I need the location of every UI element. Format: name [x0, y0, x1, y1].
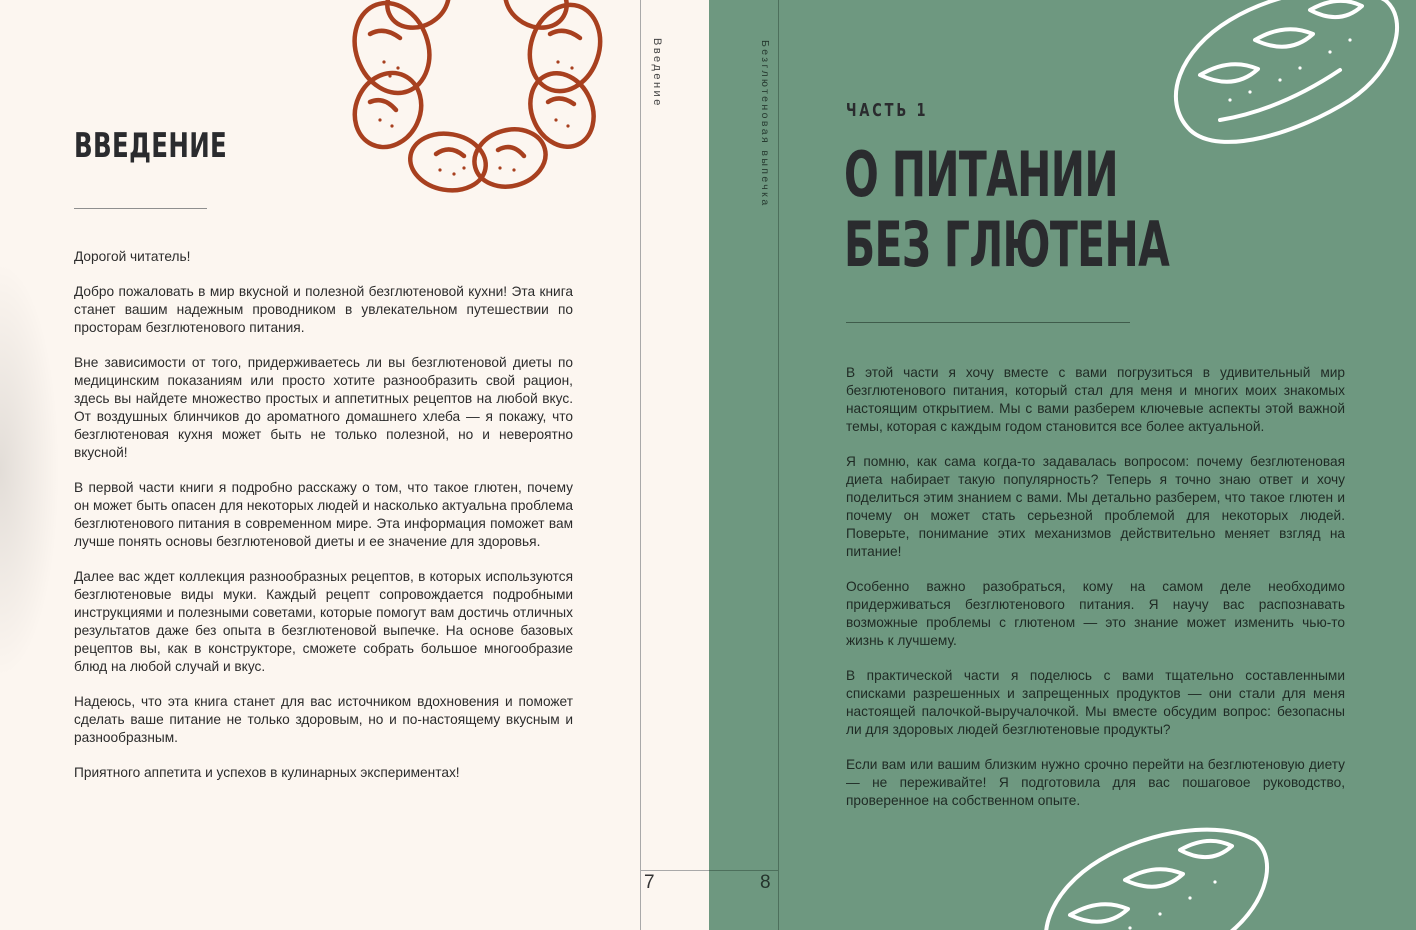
running-head-left: Введение: [651, 38, 663, 108]
intro-body: [74, 248, 573, 799]
intro-paragraph: Добро пожаловать в мир вкусной и полезной безглютеновой кухни! Эта книга станет вашим надежным проводником в увлекательном путешествии по просторам безглютенового питания.: [74, 284, 573, 335]
bread-loaf-icon: [1030, 820, 1280, 930]
part-title-line: О ПИТАНИИ: [844, 138, 1118, 211]
intro-paragraph: Надеюсь, что эта книга станет для вас источником вдохновения и поможет сделать ваше питание не только здоровым, но и по-настоящему вкусным и разнообразным.: [74, 694, 573, 745]
intro-title: ВВЕДЕНИЕ: [74, 126, 228, 166]
intro-paragraph: В первой части книги я подробно расскажу о том, что такое глютен, почему он может быть опасен для некоторых людей и насколько актуальна проблема безглютенового питания в современном мире. Эта информация поможет вам лучше понять основы безглютеновой диеты и ее значение для здоровья.: [74, 480, 573, 549]
part-body: [846, 364, 1345, 827]
braided-bread-wreath-icon: [340, 0, 610, 200]
part-paragraph: Я помню, как сама когда-то задавалась вопросом: почему безглютеновая диета набирает такую популярность? Теперь я точно знаю ответ и хочу поделиться этим знанием с вами. Мы детально разберем, что такое глютен и почему он может стать серьезной проблемой для некоторых людей. Поверьте, понимание этих механизмов действительно меняет взгляд на питание!: [846, 454, 1345, 559]
left-folio-rule: [640, 870, 709, 871]
page-curl-shadow: [0, 260, 60, 680]
page-number-right: 8: [760, 872, 771, 893]
right-folio-rule: [709, 870, 778, 871]
page-number-left: 7: [644, 872, 655, 893]
part-title-line: БЕЗ ГЛЮТЕНА: [844, 208, 1170, 281]
running-head-right: Безглютеновая выпечка: [759, 40, 771, 208]
part-paragraph: Особенно важно разобраться, кому на самом деле необходимо придерживаться безглютенового питания. Я научу вас распознавать возможные проблемы с глютеном — это знание может изменить чью-то жизнь к лучшему.: [846, 579, 1345, 648]
intro-paragraph: Дорогой читатель!: [74, 249, 191, 264]
title-divider: [74, 208, 207, 209]
part-paragraph: Если вам или вашим близким нужно срочно перейти на безглютеновую диету — не переживайте! Я подготовила для вас пошаговое руководство, проверенное на собственном опыте.: [846, 757, 1345, 808]
part-title-divider: [846, 322, 1130, 323]
part-paragraph: В этой части я хочу вместе с вами погрузиться в удивительный мир безглютенового питания, который стал для меня и многих моих знакомых настоящим открытием. Мы с вами разберем ключевые аспекты этой важной темы, которая с каждым годом становится все более актуальной.: [846, 365, 1345, 434]
part-paragraph: В практической части я поделюсь с вами тщательно составленными списками разрешенных и запрещенных продуктов — они стали для меня настоящей палочкой-выручалочкой. Мы вместе обсудим вопрос: безопасны ли для здоровых людей безглютеновые продукты?: [846, 668, 1345, 737]
right-margin-rule: [778, 0, 779, 930]
bread-loaf-icon: [1160, 0, 1410, 150]
intro-paragraph: Приятного аппетита и успехов в кулинарных экспериментах!: [74, 765, 460, 780]
left-margin-rule: [640, 0, 641, 930]
part-title: [844, 140, 1169, 280]
intro-paragraph: Далее вас ждет коллекция разнообразных рецептов, в которых используются безглютеновые виды муки. Каждый рецепт сопровождается подробными инструкциями и полезными советами, которые помогут вам достичь отличных результатов даже без опыта в безглютеновой выпечке. На основе базовых рецептов вы, как в конструкторе, сможете собрать большое многообразие блюд на любой случай и вкус.: [74, 569, 573, 674]
intro-paragraph: Вне зависимости от того, придерживаетесь ли вы безглютеновой диеты по медицинским показаниям или просто хотите разнообразить свой рацион, здесь вы найдете множество простых и аппетитных рецептов на любой вкус. От воздушных блинчиков до ароматного домашнего хлеба — я покажу, что безглютеновая кухня может быть не только полезной, но и невероятно вкусной!: [74, 355, 573, 460]
part-label: ЧАСТЬ 1: [846, 100, 929, 121]
